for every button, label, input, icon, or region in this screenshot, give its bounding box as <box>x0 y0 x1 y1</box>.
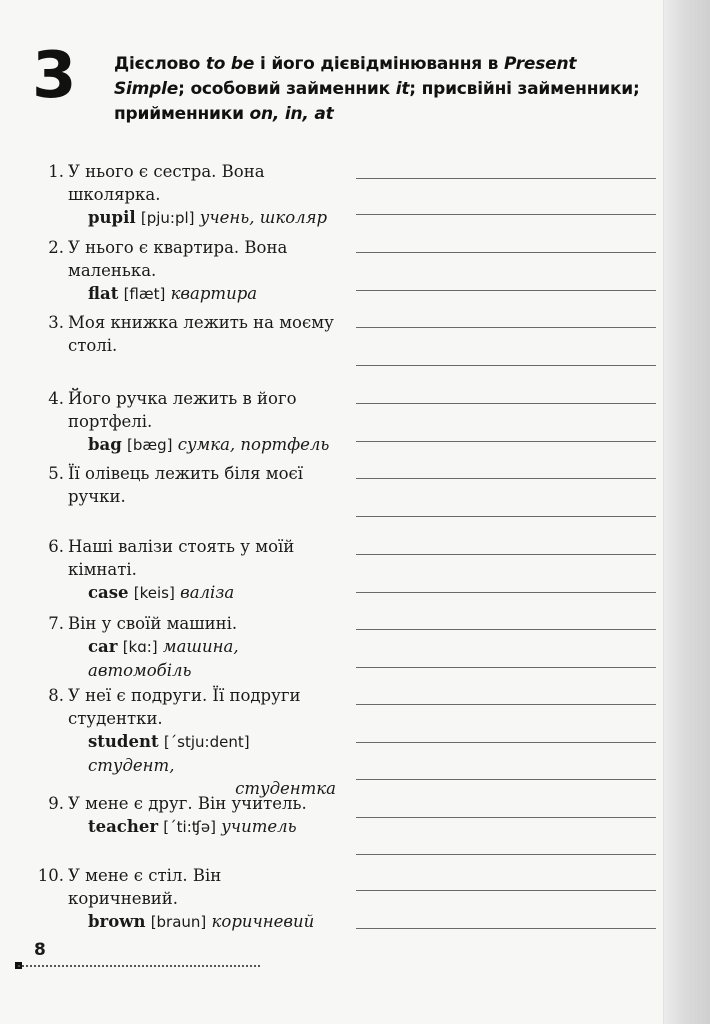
vocab-entry: pupil [pju:pl] учень, школяр <box>88 208 328 227</box>
answer-line[interactable] <box>356 629 656 630</box>
exercise-item <box>30 792 336 839</box>
exercise-item <box>30 612 336 682</box>
exercise-number: 2. <box>48 238 64 257</box>
exercise-item <box>30 160 336 230</box>
exercise-text: Його ручка лежить в його портфелі. <box>68 389 297 431</box>
lesson-number: 3 <box>32 39 77 113</box>
vocab-entry: brown [braun] коричневий <box>88 912 315 931</box>
answer-line[interactable] <box>356 214 656 215</box>
answer-line[interactable] <box>356 554 656 555</box>
exercise-text: У мене є стіл. Він коричневий. <box>68 866 222 908</box>
answer-line[interactable] <box>356 516 656 517</box>
answer-line[interactable] <box>356 667 656 668</box>
answer-line[interactable] <box>356 478 656 479</box>
exercise-item <box>30 236 336 306</box>
lesson-heading: Дієслово to be і його дієвідмінювання в Present Simple; особовий займенник it; присвійні займенники; прийменники on, in, at <box>114 54 640 124</box>
exercise-item <box>30 864 336 934</box>
answer-line[interactable] <box>356 779 656 780</box>
answer-line[interactable] <box>356 592 656 593</box>
exercise-item <box>30 387 336 457</box>
exercise-number: 3. <box>48 313 64 332</box>
exercise-number: 6. <box>48 537 64 556</box>
vocab-gloss-continued: студентка <box>235 779 336 798</box>
exercise-text: Наші валізи стоять у моїй кімнаті. <box>68 537 295 579</box>
vocab-entry: car [kɑ:] машина, автомобіль <box>88 637 239 680</box>
page-edge-shadow <box>663 0 710 1024</box>
exercise-number: 5. <box>48 464 64 483</box>
exercise-text: Її олівець лежить біля моєї ручки. <box>68 464 304 506</box>
exercise-number: 7. <box>48 614 64 633</box>
exercise-item <box>30 462 336 508</box>
exercise-item <box>30 535 336 605</box>
exercise-text: У нього є квартира. Вона маленька. <box>68 238 288 280</box>
answer-line[interactable] <box>356 742 656 743</box>
exercise-text: Моя книжка лежить на моєму столі. <box>68 313 334 355</box>
answer-line[interactable] <box>356 252 656 253</box>
vocab-entry: case [keis] валіза <box>88 583 235 602</box>
vocab-entry: bag [bæg] сумка, портфель <box>88 435 330 454</box>
exercise-item <box>30 684 336 800</box>
answer-line[interactable] <box>356 403 656 404</box>
answer-line[interactable] <box>356 928 656 929</box>
exercise-number: 4. <box>48 389 64 408</box>
answer-line[interactable] <box>356 441 656 442</box>
exercise-item <box>30 311 336 357</box>
vocab-entry: flat [flæt] квартира <box>88 284 258 303</box>
answer-line[interactable] <box>356 327 656 328</box>
answer-line[interactable] <box>356 290 656 291</box>
exercise-text: Він у своїй машині. <box>68 614 238 633</box>
vocab-entry: teacher [ˊti:ʧə] учитель <box>88 817 297 836</box>
page-number: 8 <box>34 940 46 960</box>
answer-line[interactable] <box>356 854 656 855</box>
answer-line[interactable] <box>356 817 656 818</box>
answer-line[interactable] <box>356 178 656 179</box>
exercise-number: 1. <box>48 162 64 181</box>
exercise-number: 10. <box>37 866 64 885</box>
exercise-text: У нього є сестра. Вона школярка. <box>68 162 265 204</box>
vocab-entry: student [ˊstju:dent] студент, <box>88 732 250 775</box>
exercise-text: У неї є подруги. Її подруги студентки. <box>68 686 301 728</box>
answer-line[interactable] <box>356 704 656 705</box>
footer-dotted-rule <box>18 965 260 967</box>
answer-line[interactable] <box>356 890 656 891</box>
answer-line[interactable] <box>356 365 656 366</box>
exercise-number: 8. <box>48 686 64 705</box>
exercise-number: 9. <box>48 794 64 813</box>
exercise-text: У мене є друг. Він учитель. <box>68 794 307 813</box>
